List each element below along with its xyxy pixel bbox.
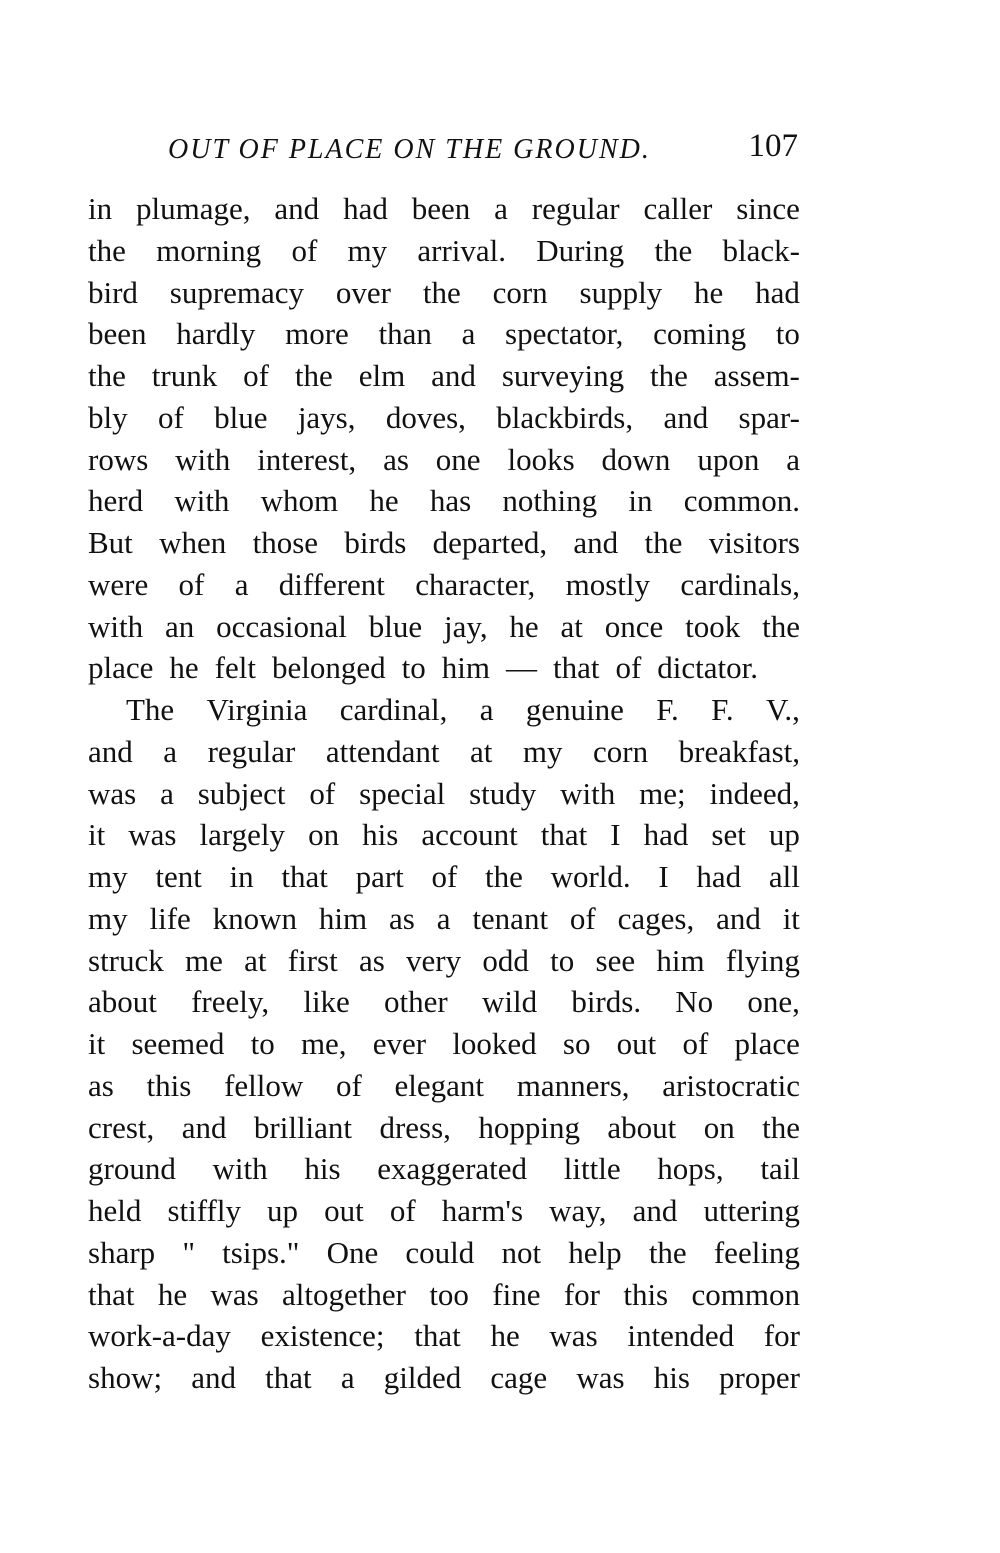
word: V., (766, 692, 800, 727)
word: was (210, 1276, 259, 1312)
word: had (755, 274, 800, 310)
word: looked (452, 1026, 537, 1061)
word: sharp (88, 1234, 156, 1270)
body-text (88, 188, 800, 1399)
word: a (234, 566, 249, 602)
word: visitors (708, 525, 800, 560)
word: his (653, 1360, 690, 1395)
word: I (610, 817, 621, 853)
word: a (160, 775, 174, 811)
running-title: OUT OF PLACE ON THE GROUND. (168, 134, 651, 165)
word: more (285, 316, 349, 352)
word: bird (88, 274, 138, 310)
word: once (604, 608, 664, 644)
word: dictator. (657, 650, 759, 686)
word: that (414, 1318, 461, 1354)
word: work-a-day (88, 1318, 231, 1354)
text-line (88, 981, 800, 1023)
word: attendant (325, 733, 440, 769)
word: over (335, 274, 391, 310)
text-line (88, 1107, 800, 1149)
word: subject (197, 775, 286, 811)
word: and (663, 399, 709, 435)
word: mostly (565, 566, 651, 602)
text-line (88, 814, 800, 856)
text-line (88, 940, 800, 982)
word: character, (415, 566, 536, 602)
word: upon (697, 441, 760, 477)
word: of (335, 1067, 362, 1103)
word: an (164, 608, 195, 644)
word: set (711, 817, 746, 853)
word: place (734, 1026, 800, 1061)
word: of (389, 1193, 416, 1228)
word: of (431, 859, 458, 894)
word: it (782, 900, 800, 936)
word: fellow (224, 1067, 304, 1103)
text-line (88, 606, 800, 648)
word: about (88, 984, 157, 1020)
word: out (616, 1026, 657, 1061)
word: elegant (394, 1067, 485, 1103)
word: and (88, 733, 133, 769)
word: odd (482, 942, 529, 978)
word: has (429, 483, 472, 519)
text-line (88, 397, 800, 439)
word: spectator, (505, 316, 624, 352)
text-line (88, 731, 800, 773)
word: the (88, 358, 126, 393)
word: brilliant (253, 1109, 353, 1145)
word: surveying (501, 358, 625, 393)
word: was (576, 1360, 625, 1395)
word: in (229, 859, 254, 894)
word: this (146, 1067, 192, 1103)
word: of (615, 650, 642, 686)
word: I (658, 859, 669, 894)
word: common (691, 1276, 800, 1312)
text-line (88, 1315, 800, 1357)
word: cardinals, (680, 566, 800, 602)
paragraph-last-line (88, 647, 800, 689)
word: since (736, 191, 800, 226)
word: was (128, 817, 177, 853)
word: felt (214, 650, 256, 686)
word: had (343, 191, 388, 226)
word: a (479, 692, 494, 727)
word: my (88, 900, 128, 936)
word: elm (358, 358, 406, 393)
word: regular (207, 733, 296, 769)
word: proper (719, 1360, 800, 1395)
word: in (88, 191, 113, 226)
word: all (768, 859, 800, 894)
word: the (650, 358, 688, 393)
text-line (88, 439, 800, 481)
word: like (303, 984, 350, 1020)
word: existence; (260, 1318, 385, 1354)
word: nothing (502, 483, 598, 519)
word: dress, (379, 1109, 451, 1145)
word: the (422, 274, 461, 310)
word: as (358, 942, 385, 978)
word: spar- (738, 399, 800, 435)
word: fine (492, 1276, 541, 1312)
word: occasional (216, 608, 347, 644)
word: a (436, 900, 451, 936)
word: regular (531, 191, 620, 226)
word: a (163, 733, 178, 769)
word: too (429, 1276, 469, 1312)
word: had (643, 817, 689, 853)
word: on (308, 817, 340, 853)
word: interest, (257, 441, 357, 477)
word: me (185, 942, 223, 978)
word: altogether (282, 1276, 406, 1312)
word: and (632, 1193, 678, 1228)
word: exaggerated (377, 1151, 528, 1187)
word: blue (368, 608, 423, 644)
word: with (560, 775, 616, 811)
word: with (175, 441, 231, 477)
word: jays, (297, 399, 356, 435)
word: one, (747, 984, 800, 1020)
word: No (675, 984, 714, 1020)
word: assem- (713, 358, 800, 393)
text-line (88, 564, 800, 606)
word: and (181, 1109, 227, 1145)
word: with (88, 608, 144, 644)
word: his (362, 817, 399, 853)
word: it (88, 817, 106, 853)
word: During (536, 232, 625, 268)
word: bly (88, 399, 128, 435)
word: on (703, 1109, 735, 1145)
word: special (359, 775, 446, 811)
word: he (509, 608, 539, 644)
word: the (762, 1109, 800, 1145)
word: it (88, 1026, 106, 1061)
word: him (318, 900, 368, 936)
text-line (88, 1232, 800, 1274)
word: the (654, 232, 693, 268)
word: very (406, 942, 462, 978)
word: him (441, 650, 490, 686)
word: place (88, 650, 154, 686)
word: feeling (713, 1234, 800, 1270)
word: him (656, 942, 705, 978)
word: ground (88, 1151, 176, 1187)
word: up (267, 1193, 299, 1228)
word: uttering (703, 1193, 800, 1228)
word: departed, (432, 525, 548, 560)
word: F. (711, 692, 734, 727)
word: doves, (385, 399, 466, 435)
word: could (405, 1234, 475, 1270)
word: tsips." (222, 1234, 300, 1270)
word: the (88, 232, 126, 268)
word: with (174, 483, 230, 519)
word: aristocratic (662, 1067, 800, 1103)
word: tenant (472, 900, 549, 936)
word: down (601, 441, 671, 477)
text-line (88, 1274, 800, 1316)
word: this (623, 1276, 669, 1312)
word: struck (88, 942, 164, 978)
word: he (490, 1318, 520, 1354)
word: of (309, 775, 336, 811)
word: intended (627, 1318, 735, 1354)
word: herd (88, 483, 144, 519)
word: of (157, 399, 184, 435)
word: and (431, 358, 476, 393)
word: cardinal, (339, 692, 448, 727)
word: black- (722, 232, 800, 268)
word: arrival. (417, 232, 507, 268)
word: The (126, 692, 175, 727)
word: whom (260, 483, 339, 519)
word: common. (683, 483, 800, 519)
word: his (304, 1151, 341, 1187)
word: freely, (191, 984, 270, 1020)
word: first (287, 942, 338, 978)
word: than (378, 316, 432, 352)
word: took (685, 608, 741, 644)
word: one (435, 441, 481, 477)
text-line (88, 230, 800, 272)
word: was (549, 1318, 598, 1354)
word: for (763, 1318, 800, 1354)
word: manners, (516, 1067, 630, 1103)
word: But (88, 525, 133, 560)
word: part (355, 859, 404, 894)
word: to (250, 1026, 275, 1061)
word: been (411, 191, 471, 226)
word: " (182, 1234, 195, 1270)
word: of (291, 232, 318, 268)
word: supply (579, 274, 663, 310)
word: and (716, 900, 761, 936)
word: those (252, 525, 319, 560)
word: at (470, 733, 493, 769)
text-line (88, 856, 800, 898)
word: so (562, 1026, 591, 1061)
word: show; (88, 1360, 163, 1395)
word: hopping (478, 1109, 580, 1145)
word: and (191, 1360, 236, 1395)
word: hardly (176, 316, 256, 352)
word: had (696, 859, 742, 894)
word: a (494, 191, 508, 226)
word: at (560, 608, 583, 644)
text-line (88, 898, 800, 940)
word: F. (656, 692, 679, 727)
word: birds (344, 525, 407, 560)
text-line (88, 1190, 800, 1232)
word: to (401, 650, 426, 686)
word: corn (593, 733, 649, 769)
word: rows (88, 441, 149, 477)
word: of (569, 900, 596, 936)
word: cages, (617, 900, 695, 936)
text-line (88, 480, 800, 522)
word: study (469, 775, 537, 811)
text-line (88, 1023, 800, 1065)
word: that (88, 1276, 135, 1312)
text-line (88, 1148, 800, 1190)
word: a (786, 441, 800, 477)
word: he (157, 1276, 188, 1312)
word: he (169, 650, 199, 686)
word: seemed (131, 1026, 225, 1061)
word: that (540, 817, 588, 853)
word: me, (300, 1026, 347, 1061)
word: other (384, 984, 448, 1020)
word: — (505, 650, 537, 686)
word: caller (643, 191, 713, 226)
text-line (88, 773, 800, 815)
word: that (552, 650, 600, 686)
word: the (644, 525, 683, 560)
word: supremacy (169, 274, 305, 310)
word: of (178, 566, 205, 602)
word: up (768, 817, 800, 853)
word: cage (490, 1360, 548, 1395)
word: was (88, 775, 137, 811)
word: a (461, 316, 476, 352)
word: me; (639, 775, 686, 811)
word: to (775, 316, 800, 352)
word: been (88, 316, 147, 352)
word: way, (549, 1193, 607, 1228)
word: trunk (151, 358, 218, 393)
word: in (628, 483, 653, 519)
word: held (88, 1193, 142, 1228)
word: about (607, 1109, 677, 1145)
word: as (383, 441, 409, 477)
page-number: 107 (748, 128, 798, 164)
word: my (347, 232, 388, 268)
word: plumage, (136, 191, 251, 226)
word: at (244, 942, 267, 978)
word: belonged (271, 650, 386, 686)
word: for (563, 1276, 600, 1312)
word: world. (550, 859, 631, 894)
text-line (88, 272, 800, 314)
word: flying (725, 942, 800, 978)
word: indeed, (709, 775, 800, 811)
word: genuine (525, 692, 624, 727)
word: he (694, 274, 724, 310)
word: a (340, 1360, 355, 1395)
word: and (274, 191, 320, 226)
word: Virginia (206, 692, 308, 727)
word: of (682, 1026, 709, 1061)
word: tail (760, 1151, 800, 1187)
word: account (421, 817, 518, 853)
word: crest, (88, 1109, 155, 1145)
word: morning (156, 232, 262, 268)
word: the (294, 358, 333, 393)
word: largely (199, 817, 286, 853)
word: birds. (571, 984, 642, 1020)
word: stiffly (167, 1193, 241, 1228)
word: he (369, 483, 399, 519)
paragraph-first-line (88, 689, 800, 731)
word: hops, (657, 1151, 724, 1187)
word: to (550, 942, 575, 978)
word: of (243, 358, 269, 393)
word: little (563, 1151, 621, 1187)
word: jay, (443, 608, 488, 644)
word: tent (155, 859, 202, 894)
word: corn (492, 274, 548, 310)
word: my (522, 733, 563, 769)
text-line (88, 522, 800, 564)
word: breakfast, (678, 733, 800, 769)
text-line (88, 1065, 800, 1107)
word: looks (507, 441, 575, 477)
word: see (595, 942, 636, 978)
word: that (281, 859, 328, 894)
word: with (212, 1151, 268, 1187)
word: gilded (383, 1360, 462, 1395)
text-line (88, 1357, 800, 1399)
word: blackbirds, (496, 399, 634, 435)
word: out (324, 1193, 364, 1228)
running-head (168, 130, 798, 170)
word: the (485, 859, 523, 894)
word: harm's (441, 1193, 524, 1228)
word: as (389, 900, 415, 936)
word: blue (214, 399, 268, 435)
word: were (88, 566, 149, 602)
word: when (159, 525, 227, 560)
word: known (212, 900, 298, 936)
word: One (326, 1234, 379, 1270)
word: wild (481, 984, 538, 1020)
word: my (88, 859, 128, 894)
word: as (88, 1067, 114, 1103)
text-line (88, 355, 800, 397)
word: that (265, 1360, 312, 1395)
word: not (501, 1234, 542, 1270)
text-line (88, 188, 800, 230)
word: and (573, 525, 619, 560)
word: help (568, 1234, 622, 1270)
text-line (88, 313, 800, 355)
word: different (278, 566, 385, 602)
word: the (762, 608, 800, 644)
word: coming (653, 316, 747, 352)
word: the (648, 1234, 687, 1270)
word: life (149, 900, 191, 936)
word: ever (372, 1026, 427, 1061)
